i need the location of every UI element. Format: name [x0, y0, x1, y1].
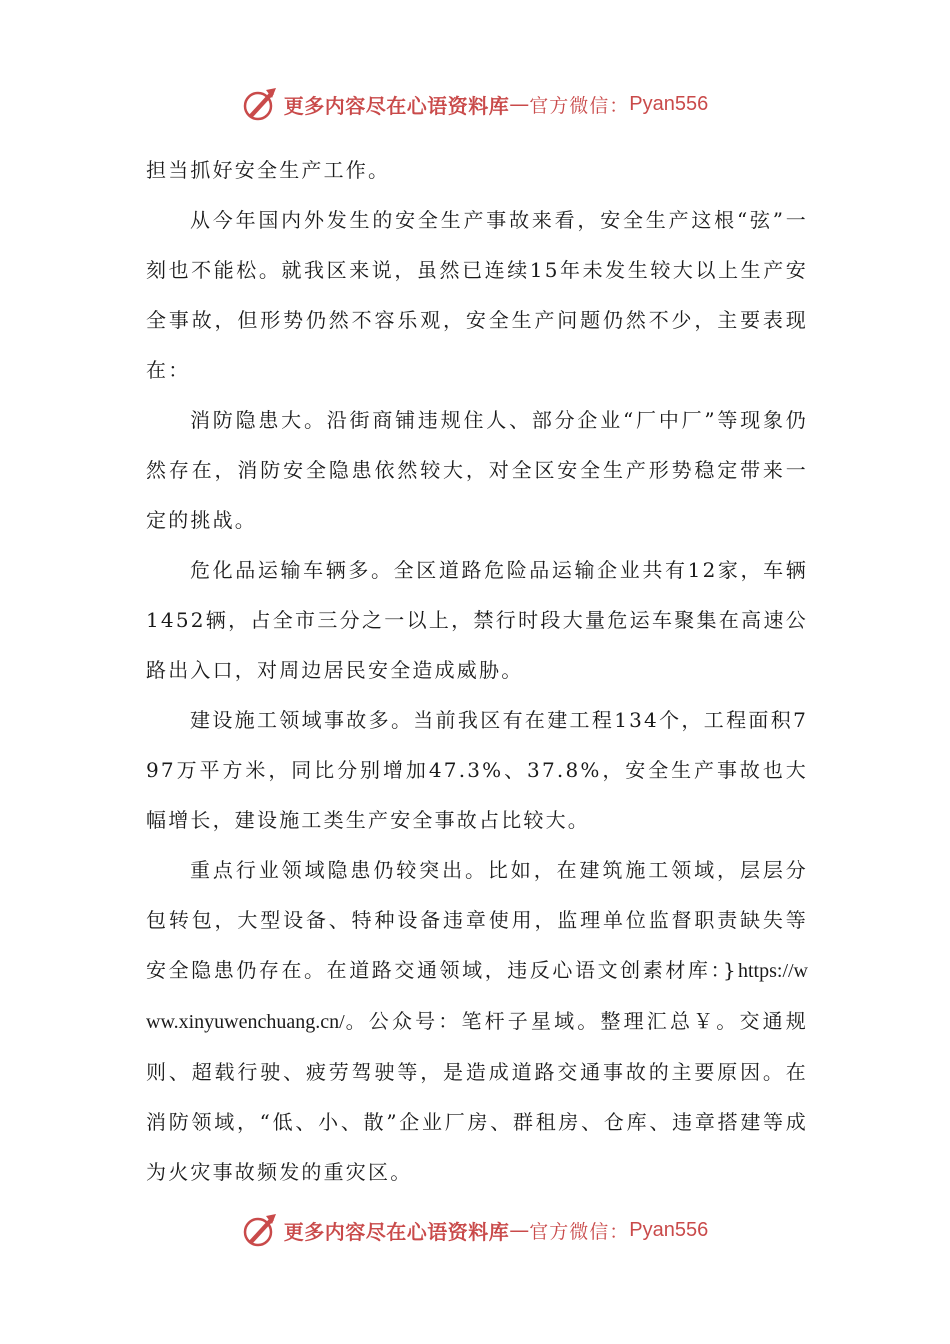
paragraph-text: 重点行业领域隐患仍较突出。比如，在建筑施工领域，层层分包转包，大型设备、特种设备违章使用，监理单位监督职责缺失等安全隐患仍存在。在道路交通领域，违反心语文创素材库：} — [146, 858, 808, 982]
website-link[interactable]: https://www.xinyuwenchuang.cn/ — [146, 960, 808, 1033]
paragraph — [146, 845, 808, 1197]
brand-text: 更多内容尽在心语资料库 — [283, 93, 510, 118]
contact-label: 官方微信： — [529, 1220, 630, 1243]
header-banner — [0, 82, 950, 126]
quill-logo-icon — [242, 86, 278, 122]
footer-banner — [0, 1208, 950, 1252]
wechat-handle: Pyan556 — [629, 1218, 709, 1241]
paragraph: 从今年国内外发生的安全生产事故来看，安全生产这根“弦”一刻也不能松。就我区来说，虽然已连续15年未发生较大以上生产安全事故，但形势仍然不容乐观，安全生产问题仍然不少，主要表现在： — [146, 208, 808, 382]
wechat-handle: Pyan556 — [629, 92, 709, 115]
quill-logo-icon — [242, 1212, 278, 1248]
paragraph: 建设施工领域事故多。当前我区有在建工程134个，工程面积797万平方米，同比分别增加47.3%、37.8%，安全生产事故也大幅增长，建设施工类生产安全事故占比较大。 — [146, 708, 808, 832]
paragraph-text: 。公众号：笔杆子星域。整理汇总￥。交通规则、超载行驶、疲劳驾驶等，是造成道路交通事故的主要原因。在消防领域，“低、小、散”企业厂房、群租房、仓库、违章搭建等成为火灾事故频发的重灾区。 — [146, 1009, 808, 1184]
banner-dash: — — [509, 92, 530, 116]
document-body — [146, 145, 808, 1197]
contact-label: 官方微信： — [529, 94, 630, 117]
paragraph: 消防隐患大。沿街商铺违规住人、部分企业“厂中厂”等现象仍然存在，消防安全隐患依然较大，对全区安全生产形势稳定带来一定的挑战。 — [146, 408, 808, 532]
banner-dash: — — [509, 1218, 530, 1242]
paragraph: 担当抓好安全生产工作。 — [146, 158, 391, 182]
brand-text: 更多内容尽在心语资料库 — [283, 1219, 510, 1244]
paragraph: 危化品运输车辆多。全区道路危险品运输企业共有12家，车辆1452辆，占全市三分之一以上，禁行时段大量危运车聚集在高速公路出入口，对周边居民安全造成威胁。 — [146, 558, 808, 682]
